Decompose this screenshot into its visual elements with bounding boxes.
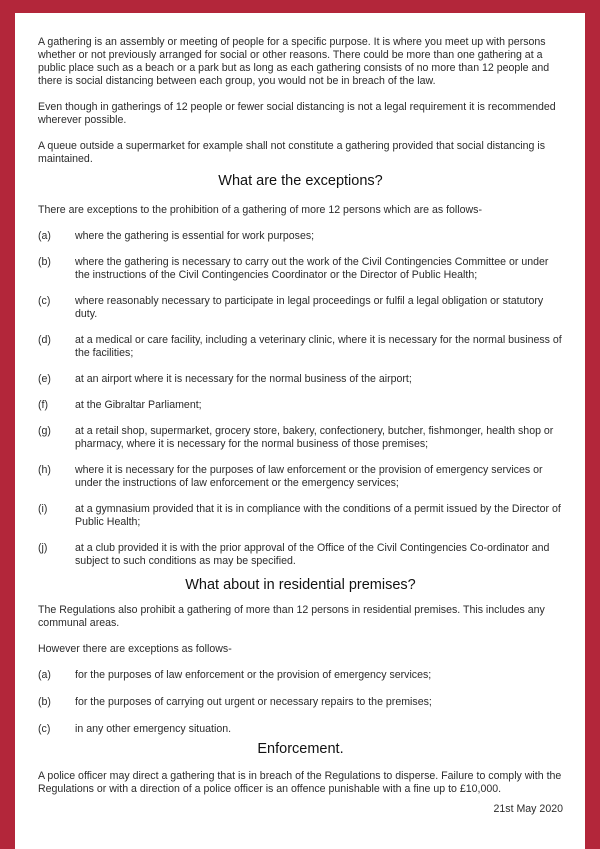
list-item [38,373,563,386]
enforcement-paragraph: A police officer may direct a gathering that is in breach of the Regulations to disperse. Failure to comply with the Regulations or with a direction of a police officer is an offence punishable with a fine up to £10,000. [38,770,562,795]
list-item-marker: (c) [38,295,51,307]
exceptions-list [38,230,563,568]
list-item-text: at an airport where it is necessary for the normal business of the airport; [75,373,412,385]
intro-paragraph-3: A queue outside a supermarket for example shall not constitute a gathering provided that social distancing is maintained. [38,140,546,165]
list-item [38,399,563,412]
list-item-marker: (b) [38,696,51,708]
intro-paragraph-2: Even though in gatherings of 12 people or fewer social distancing is not a legal requirement it is recommended wherever possible. [38,101,556,126]
list-item-text: where the gathering is necessary to carry out the work of the Civil Contingencies Committee or under the instructions of the Civil Contingencies Coordinator or the Director of Public Health; [75,256,549,281]
list-item-marker: (g) [38,425,51,437]
list-item [38,696,563,709]
list-item [38,669,563,682]
intro-paragraph-1: A gathering is an assembly or meeting of people for a specific purpose. It is where you meet up with persons whether or not previously arranged for social or other reasons. There could be more than one gathering at a public place such as a beach or a park but as long as each gathering consists of no more than 12 people and there is social distancing between each group, you would not be in breach of the law. [38,36,550,87]
list-item [38,503,563,529]
list-item [38,464,563,490]
residential-lead-2: However there are exceptions as follows- [38,643,232,655]
list-item-marker: (c) [38,723,51,735]
list-item-text: at a retail shop, supermarket, grocery store, bakery, confectionery, butcher, fishmonger, health shop or pharmacy, where it is necessary for the normal business of those premises; [75,425,554,450]
residential-exceptions-list [38,669,563,736]
list-item [38,230,563,243]
list-item-marker: (h) [38,464,51,476]
list-item [38,542,563,568]
list-item-text: in any other emergency situation. [75,723,232,735]
list-item-text: where it is necessary for the purposes of law enforcement or the provision of emergency services or under the instructions of law enforcement or the emergency services; [75,464,543,489]
list-item [38,723,563,736]
list-item [38,334,563,360]
list-item-marker: (i) [38,503,48,515]
list-item-text: where reasonably necessary to participate in legal proceedings or fulfil a legal obligation or statutory duty. [75,295,544,320]
list-item-text: at the Gibraltar Parliament; [75,399,202,411]
residential-heading: What about in residential premises? [185,577,416,593]
list-item-marker: (d) [38,334,51,346]
list-item-marker: (f) [38,399,48,411]
document-page [15,13,585,849]
list-item-marker: (b) [38,256,51,268]
list-item-text: for the purposes of carrying out urgent or necessary repairs to the premises; [75,696,432,708]
list-item-text: at a medical or care facility, including a veterinary clinic, where it is necessary for the normal business of the facilities; [75,334,562,359]
list-item-marker: (e) [38,373,51,385]
list-item [38,256,563,282]
residential-lead-1: The Regulations also prohibit a gathering of more than 12 persons in residential premises. This includes any communal areas. [38,604,545,629]
list-item [38,295,563,321]
list-item-text: where the gathering is essential for work purposes; [75,230,315,242]
list-item-marker: (a) [38,230,51,242]
enforcement-heading: Enforcement. [257,741,344,757]
list-item-text: for the purposes of law enforcement or the provision of emergency services; [75,669,432,681]
list-item-marker: (a) [38,669,51,681]
exceptions-lead: There are exceptions to the prohibition of a gathering of more 12 persons which are as follows- [38,204,483,216]
list-item-marker: (j) [38,542,48,554]
exceptions-heading: What are the exceptions? [218,173,383,189]
document-date: 21st May 2020 [493,803,563,815]
list-item [38,425,563,451]
list-item-text: at a club provided it is with the prior approval of the Office of the Civil Contingencies Co-ordinator and subject to such conditions as may be specified. [75,542,550,567]
list-item-text: at a gymnasium provided that it is in compliance with the conditions of a permit issued by the Director of Public Health; [75,503,561,528]
